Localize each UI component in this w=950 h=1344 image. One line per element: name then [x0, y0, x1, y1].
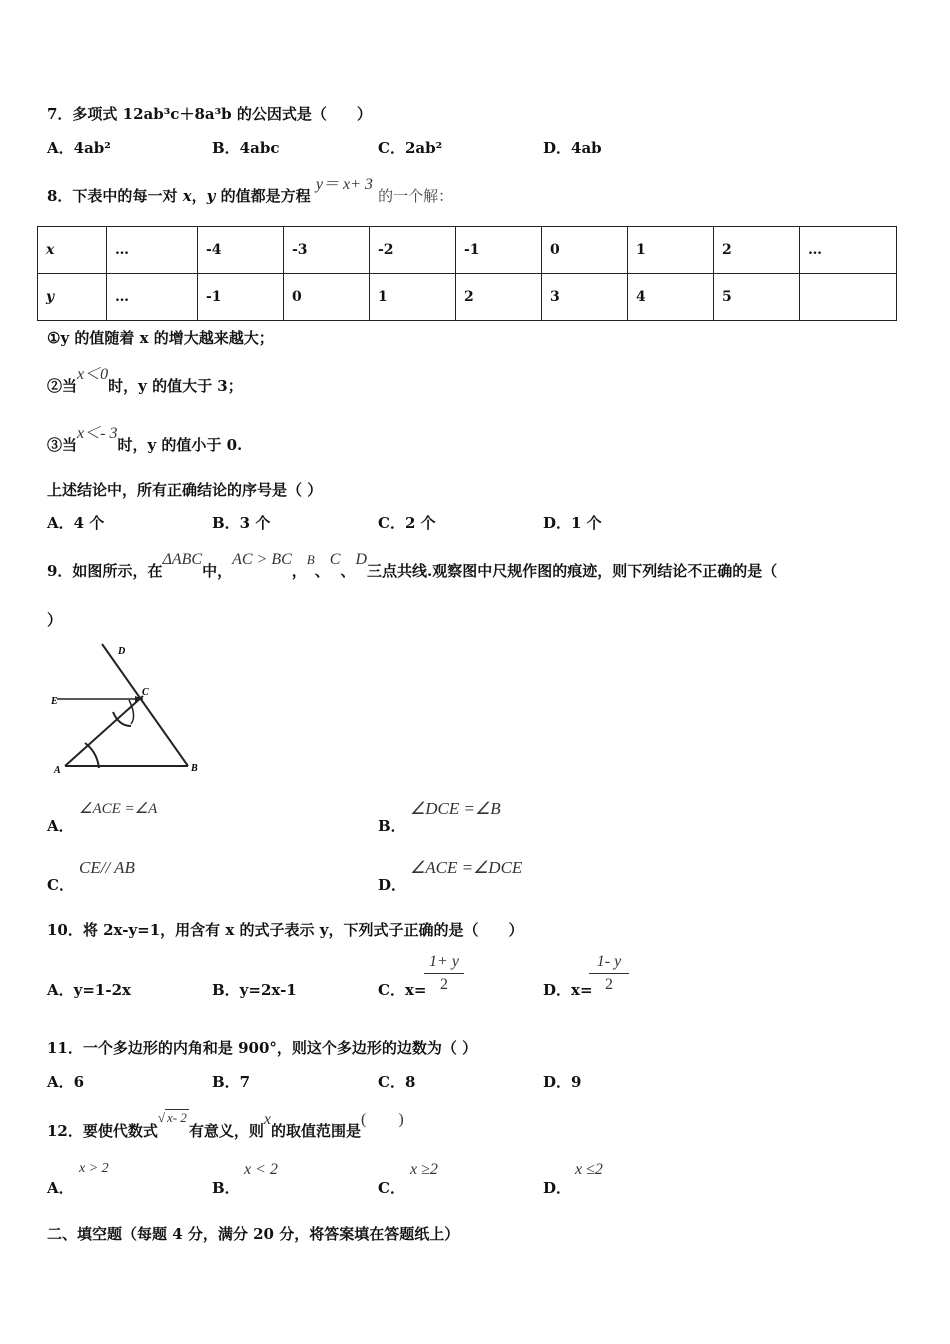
- q10-option-a: A．y=1-2x: [47, 981, 131, 999]
- q12-sqrt: √ x- 2: [157, 1110, 187, 1125]
- option-label: C．: [378, 1179, 405, 1197]
- q7-option-a: A．4ab²: [47, 139, 111, 157]
- q9-math-inequality: AC > BC: [232, 551, 292, 568]
- option-math: CE// AB: [79, 858, 135, 877]
- q8-s3-pre: ③当: [47, 436, 78, 454]
- table-row: [38, 274, 897, 321]
- option-math: ∠ACE =∠DCE: [410, 858, 523, 877]
- q12-option-c: [378, 1161, 438, 1198]
- q8-s2-post: 时，y 的值大于 3；: [108, 377, 243, 395]
- q8-s2-pre: ②当: [47, 377, 78, 395]
- table-cell: 0: [542, 227, 628, 274]
- q8-stem-mid: 的值都是方程: [220, 187, 311, 205]
- q9-math-triangle: ΔABC: [162, 551, 203, 568]
- table-cell: …: [800, 227, 897, 274]
- option-label: A．: [47, 817, 74, 835]
- label-d: D: [118, 646, 126, 657]
- q7-option-b: B．4abc: [212, 139, 280, 157]
- table-cell: [800, 274, 897, 321]
- q10-option-b: B．y=2x-1: [212, 981, 297, 999]
- table-cell: -4: [198, 227, 284, 274]
- table-cell: -1: [456, 227, 542, 274]
- q12-stem-mid: 有意义，则: [188, 1122, 264, 1140]
- q8-option-c: C．2 个: [378, 514, 436, 532]
- q12-stem-post: 的取值范围是: [271, 1122, 362, 1140]
- q10-option-d-fraction: [589, 953, 629, 994]
- q8-conclusion: 上述结论中，所有正确结论的序号是（ ）: [47, 481, 323, 499]
- option-math: x ≤2: [575, 1161, 603, 1178]
- q9-stem-post: 三点共线.观察图中尺规作图的痕迹，则下列结论不正确的是（: [367, 562, 778, 580]
- q11-option-a: A．6: [47, 1073, 85, 1091]
- q8-equation: y＝ x+ 3: [315, 176, 373, 193]
- table-row: [38, 227, 897, 274]
- q12-var-x: x: [263, 1111, 271, 1128]
- table-cell: x: [38, 227, 107, 274]
- q10-option-c-fraction: [424, 953, 464, 994]
- table-cell: y: [38, 274, 107, 321]
- q7-option-d: D．4ab: [543, 139, 602, 157]
- table-cell: 4: [628, 274, 714, 321]
- q11-option-b: B．7: [212, 1073, 251, 1091]
- q10-stem: 10．将 2x-y=1，用含有 x 的式子表示 y，下列式子正确的是（ ）: [47, 921, 524, 939]
- q9-option-d: [378, 858, 523, 895]
- q7-option-c: C．2ab²: [378, 139, 443, 157]
- q8-option-d: D．1 个: [543, 514, 602, 532]
- q12-stem-pre: 12．要使代数式: [47, 1122, 158, 1140]
- q8-s3-math: x＜- 3: [77, 425, 118, 442]
- q8-statement-1: ①y 的值随着 x 的增大越来越大；: [47, 329, 274, 347]
- q8-s3-post: 时，y 的值小于 0.: [117, 436, 243, 454]
- table-cell: …: [107, 227, 198, 274]
- table-cell: -2: [370, 227, 456, 274]
- fraction-numerator: 1- y: [589, 953, 629, 974]
- q9-option-c: [47, 858, 135, 895]
- line-db: [102, 644, 188, 766]
- q12-option-a: [47, 1161, 109, 1198]
- q12-option-d: [543, 1161, 603, 1198]
- section-2-heading: 二、填空题（每题 4 分，满分 20 分，将答案填在答题纸上）: [47, 1225, 460, 1243]
- q12-radicand: x- 2: [167, 1110, 187, 1125]
- table-cell: 2: [714, 227, 800, 274]
- table-cell: 3: [542, 274, 628, 321]
- table-cell: 1: [628, 227, 714, 274]
- option-math: ∠DCE =∠B: [410, 799, 501, 818]
- q9-option-a: [47, 801, 158, 836]
- q9-math-b: B: [306, 552, 315, 567]
- table-cell: 5: [714, 274, 800, 321]
- q12-stem: [47, 1110, 404, 1141]
- option-label: B．: [378, 817, 406, 835]
- option-math: ∠ACE =∠A: [79, 801, 158, 817]
- q11-option-d: D．9: [543, 1073, 582, 1091]
- q8-stem-post: 的一个解：: [378, 187, 454, 205]
- q8-value-table: [37, 226, 897, 321]
- table-cell: -3: [284, 227, 370, 274]
- arc-at-c-2: [129, 700, 134, 724]
- q9-stem: [47, 551, 778, 581]
- q12-option-b: [212, 1161, 278, 1198]
- fraction-denominator: 2: [605, 976, 613, 993]
- q9-option-b: [378, 799, 501, 836]
- q9-text-3: 、: [314, 562, 330, 580]
- q9-text-2: ，: [291, 562, 307, 580]
- option-math: x ≥2: [410, 1161, 438, 1178]
- label-a: A: [54, 765, 61, 776]
- q8-s2-math: x＜0: [77, 366, 109, 383]
- q9-text-1: 中，: [202, 562, 233, 580]
- label-c: C: [142, 687, 149, 698]
- q11-stem: 11．一个多边形的内角和是 900°，则这个多边形的边数为（ ）: [47, 1039, 478, 1057]
- option-label: D．: [378, 876, 407, 894]
- option-label: C．: [47, 876, 74, 894]
- q9-construction-figure: [45, 640, 215, 780]
- table-cell: -1: [198, 274, 284, 321]
- q12-paren: ( ): [361, 1111, 404, 1128]
- q8-option-a: A．4 个: [47, 514, 105, 532]
- q7-stem: 7．多项式 12ab³c＋8a³b 的公因式是（ ）: [47, 105, 372, 123]
- q8-stem-pre: 8．下表中的每一对: [47, 187, 178, 205]
- q9-text-4: 、: [340, 562, 356, 580]
- q8-var-x: x: [182, 187, 192, 205]
- table-cell: …: [107, 274, 198, 321]
- label-e: E: [51, 696, 58, 707]
- q8-statement-2: [47, 366, 243, 396]
- q11-option-c: C．8: [378, 1073, 416, 1091]
- q8-statement-3: [47, 425, 243, 455]
- option-label: D．: [543, 1179, 572, 1197]
- table-cell: 1: [370, 274, 456, 321]
- q9-math-d: D: [355, 551, 367, 568]
- fraction-numerator: 1+ y: [424, 953, 464, 974]
- q9-math-c: C: [329, 551, 341, 568]
- fraction-denominator: 2: [440, 976, 448, 993]
- q9-stem-pre: 9．如图所示，在: [47, 562, 163, 580]
- q10-option-c: C．x=: [378, 981, 427, 999]
- table-cell: 0: [284, 274, 370, 321]
- q9-stem-end: ）: [47, 611, 63, 629]
- option-label: B．: [212, 1179, 240, 1197]
- option-label: A．: [47, 1179, 74, 1197]
- table-cell: 2: [456, 274, 542, 321]
- q10-option-d: D．x=: [543, 981, 593, 999]
- option-math: x < 2: [244, 1161, 278, 1178]
- q8-comma: ，: [191, 187, 207, 205]
- q8-var-y: y: [206, 187, 216, 205]
- q8-option-b: B．3 个: [212, 514, 271, 532]
- option-math: x > 2: [79, 1161, 109, 1176]
- q8-stem: [47, 176, 454, 206]
- label-b: B: [191, 763, 198, 774]
